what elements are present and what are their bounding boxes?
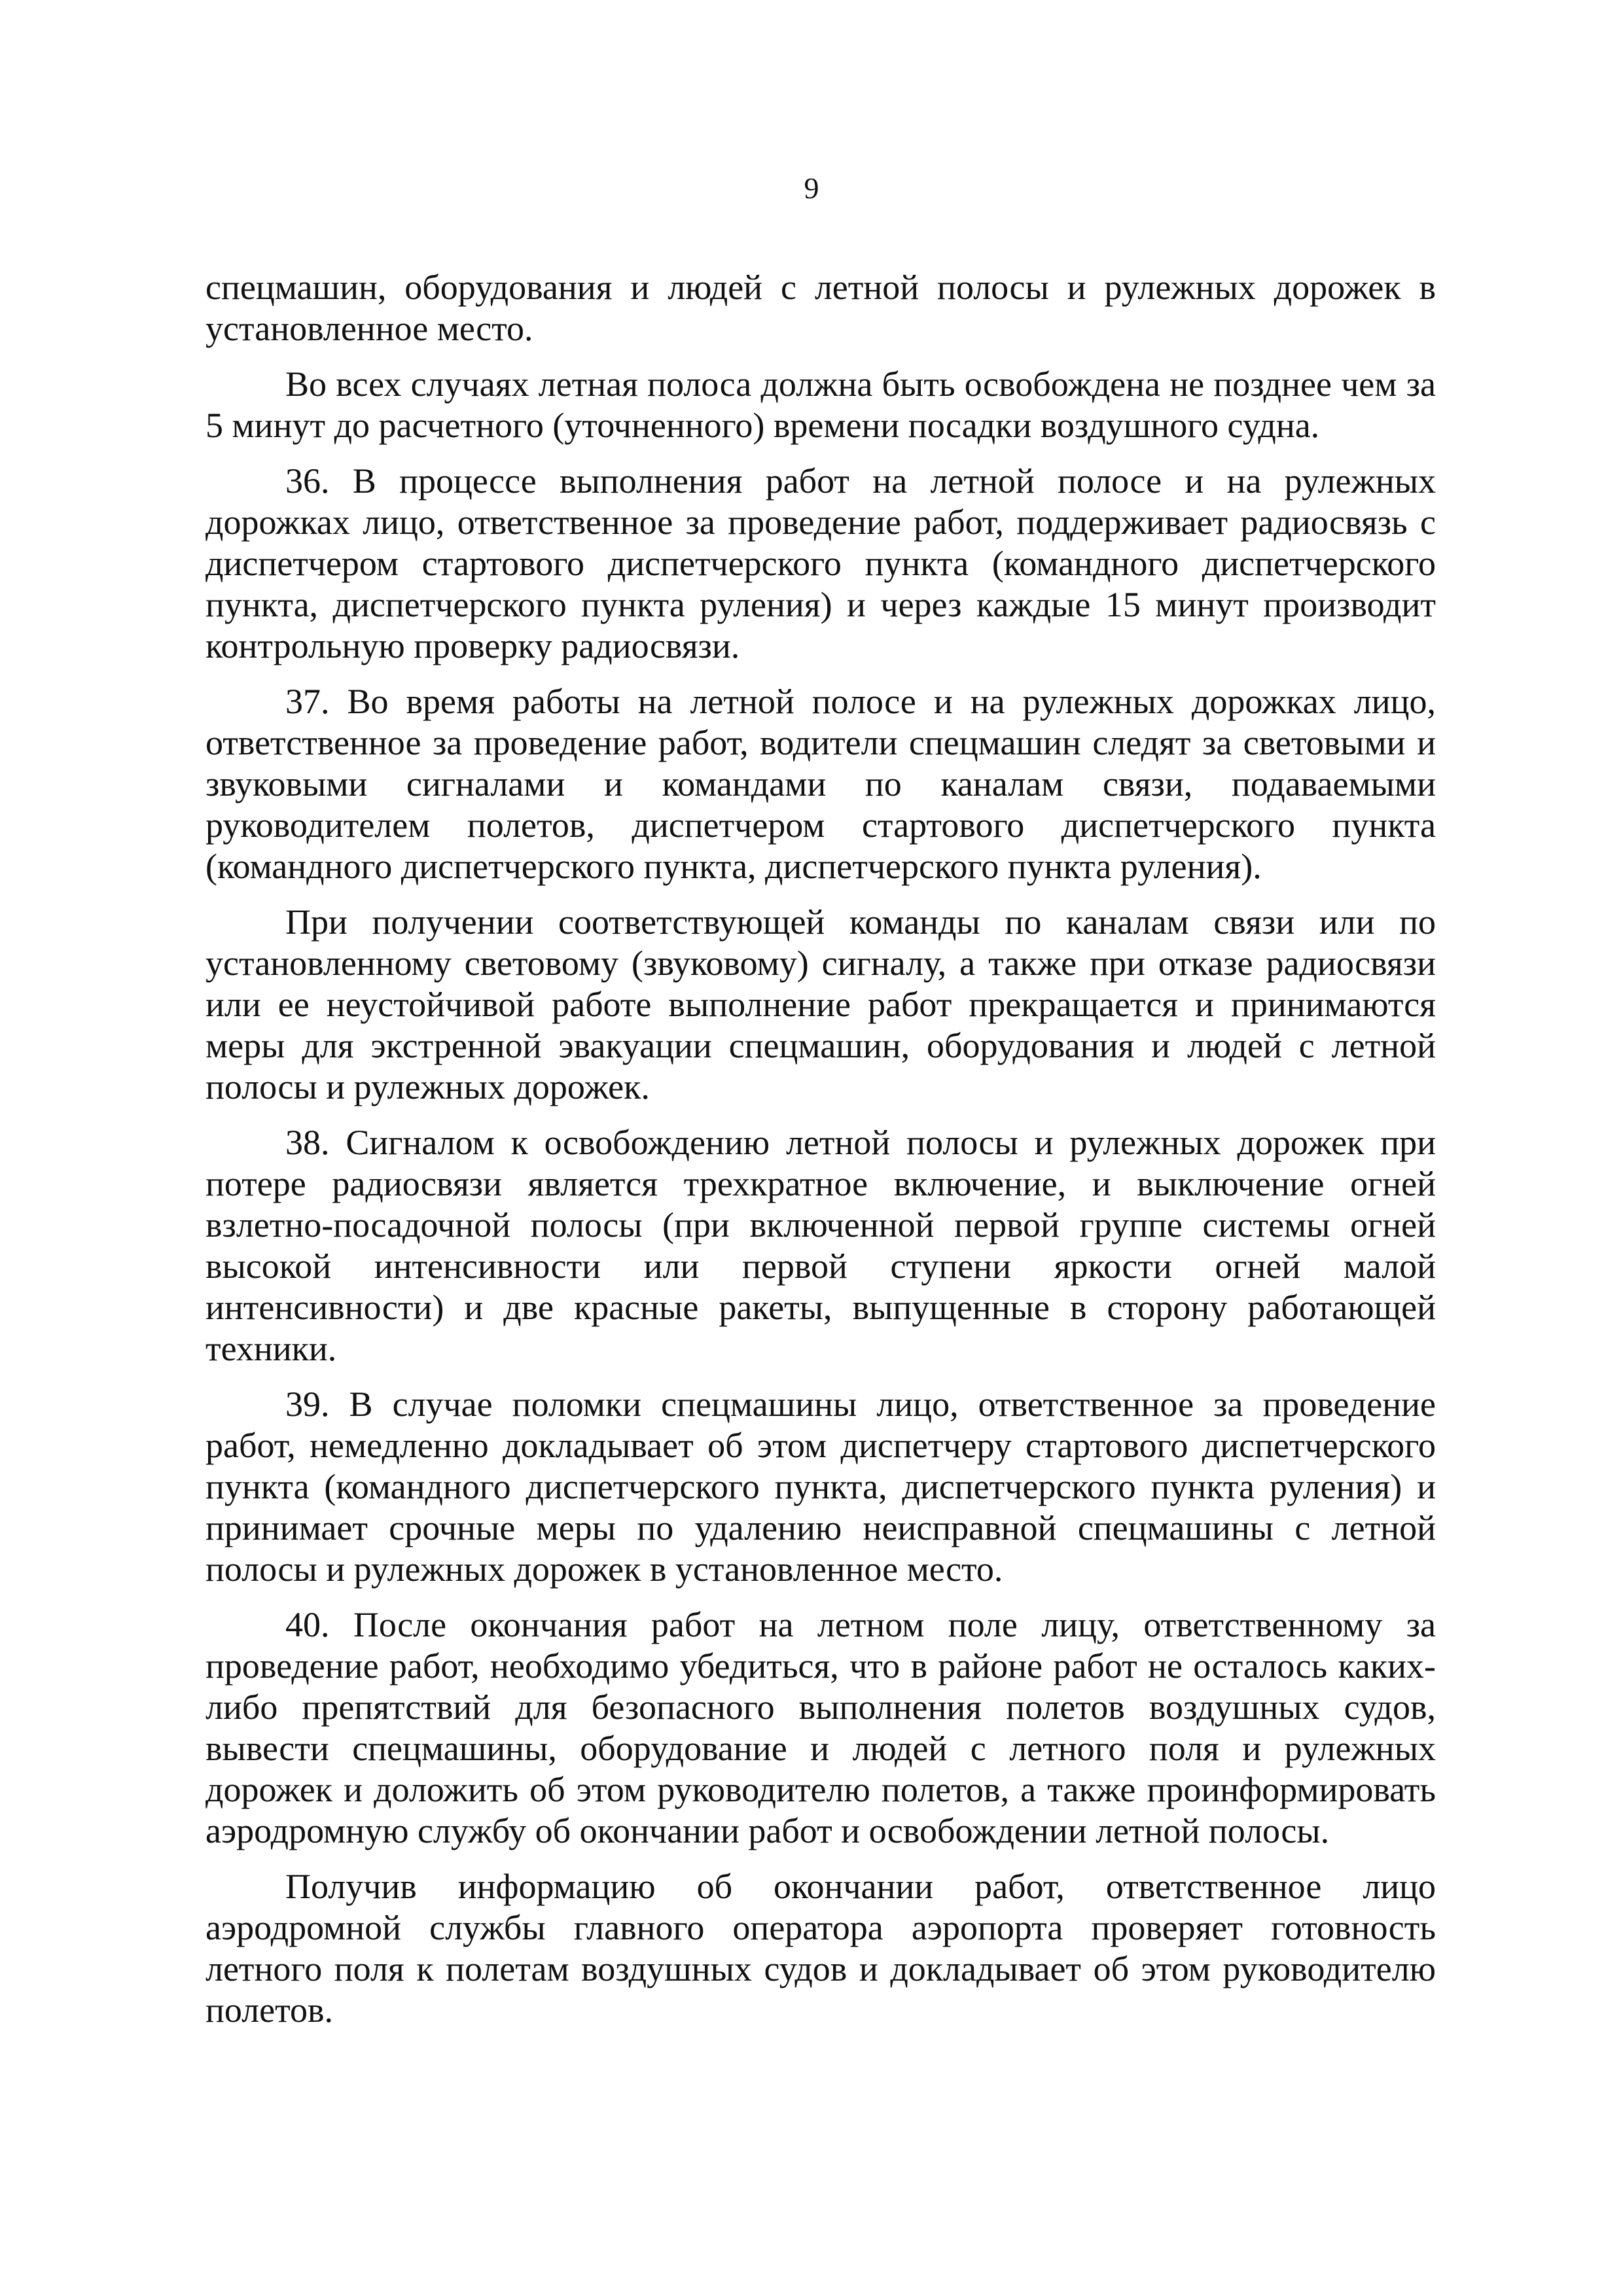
paragraph-continuation: спецмашин, оборудования и людей с летной полосы и рулежных дорожек в установленное место.	[205, 268, 1436, 348]
paragraph-item-40-continuation: Получив информацию об окончании работ, ответственное лицо аэродромной службы главного оператора аэропорта проверяет готовность летного поля к полетам воздушных судов и докладывает об этом руководителю полетов.	[205, 1867, 1436, 2030]
paragraph-item-39: 39. В случае поломки спецмашины лицо, ответственное за проведение работ, немедленно докладывает об этом диспетчеру стартового диспетчерского пункта (командного диспетчерского пункта, диспетчерского пункта руления) и принимает срочные меры по удалению неисправной спецмашины с летной полосы и рулежных дорожек в установленное место.	[205, 1385, 1436, 1589]
paragraph-release-deadline: Во всех случаях летная полоса должна быть освобождена не позднее чем за 5 минут до расчетного (уточненного) времени посадки воздушного судна.	[205, 364, 1436, 445]
paragraph-item-37: 37. Во время работы на летной полосе и на рулежных дорожках лицо, ответственное за проведение работ, водители спецмашин следят за световыми и звуковыми сигналами и командами по каналам связи, подаваемыми руководителем полетов, диспетчером стартового диспетчерского пункта (командного диспетчерского пункта, диспетчерского пункта руления).	[205, 682, 1436, 886]
page-number: 9	[804, 171, 819, 205]
paragraph-item-38: 38. Сигналом к освобождению летной полосы и рулежных дорожек при потере радиосвязи является трехкратное включение, и выключение огней взлетно-посадочной полосы (при включенной первой группе системы огней высокой интенсивности или первой ступени яркости огней малой интенсивности) и две красные ракеты, выпущенные в сторону работающей техники.	[205, 1123, 1436, 1368]
document-body	[205, 267, 1436, 2045]
paragraph-item-36: 36. В процессе выполнения работ на летной полосе и на рулежных дорожках лицо, ответственное за проведение работ, поддерживает радиосвязь с диспетчером стартового диспетчерского пункта (командного диспетчерского пункта, диспетчерского пункта руления) и через каждые 15 минут производит контрольную проверку радиосвязи.	[205, 461, 1436, 665]
paragraph-item-37-continuation: При получении соответствующей команды по каналам связи или по установленному световому (звуковому) сигналу, а также при отказе радиосвязи или ее неустойчивой работе выполнение работ прекращается и принимаются меры для экстренной эвакуации спецмашин, оборудования и людей с летной полосы и рулежных дорожек.	[205, 902, 1436, 1106]
paragraph-item-40: 40. После окончания работ на летном поле лицу, ответственному за проведение работ, необходимо убедиться, что в районе работ не осталось каких-либо препятствий для безопасного выполнения полетов воздушных судов, вывести спецмашины, оборудование и людей с летного поля и рулежных дорожек и доложить об этом руководителю полетов, а также проинформировать аэродромную службу об окончании работ и освобождении летной полосы.	[205, 1605, 1436, 1850]
